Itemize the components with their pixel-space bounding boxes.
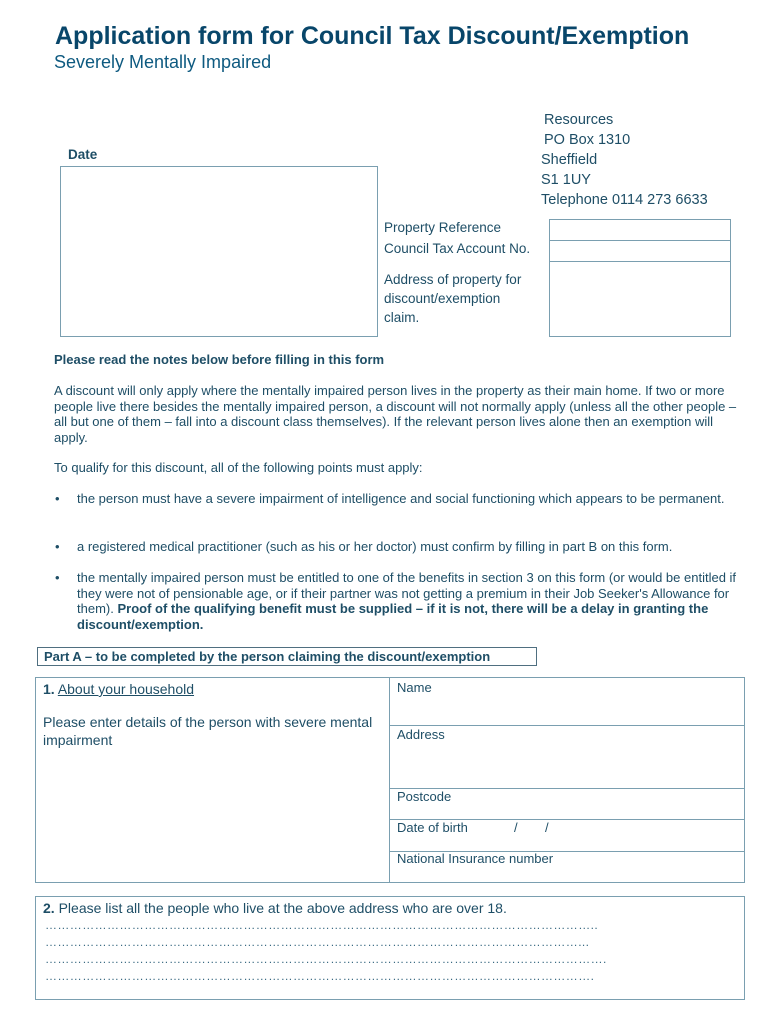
property-reference-field[interactable] bbox=[549, 219, 731, 241]
office-telephone: Telephone 0114 273 6633 bbox=[541, 192, 708, 208]
bullet-icon: • bbox=[55, 539, 60, 554]
office-postcode: S1 1UY bbox=[541, 172, 591, 188]
date-stamp-box[interactable] bbox=[60, 166, 378, 337]
date-of-birth-separator: / bbox=[545, 820, 549, 835]
section-1-title: About your household bbox=[57, 681, 195, 697]
bullet-icon: • bbox=[55, 570, 60, 585]
office-name: Resources bbox=[544, 112, 614, 128]
national-insurance-label: National Insurance number bbox=[397, 851, 554, 866]
section-1-number: 1. bbox=[43, 681, 55, 697]
property-address-label-line1: Address of property for bbox=[384, 272, 522, 287]
bullet-medical-practitioner: a registered medical practitioner (such as his or her doctor) must confirm by filling in part B on this form. bbox=[77, 539, 673, 554]
bullet-benefits bbox=[77, 570, 745, 632]
adult-entry-line[interactable]: …………………………………………………………………………………………………………………….. bbox=[45, 918, 599, 932]
office-po-box: PO Box 1310 bbox=[544, 132, 631, 148]
office-city: Sheffield bbox=[541, 152, 598, 168]
national-insurance-field[interactable] bbox=[390, 852, 744, 882]
section-2-heading bbox=[43, 900, 507, 916]
adult-entry-line[interactable]: ……………………………………………………………………………………………………………………. bbox=[45, 969, 595, 983]
date-label: Date bbox=[68, 147, 98, 162]
postcode-field[interactable] bbox=[390, 789, 744, 818]
notes-paragraph-qualify: To qualify for this discount, all of the following points must apply: bbox=[54, 460, 423, 475]
form-subtitle: Severely Mentally Impaired bbox=[54, 52, 272, 72]
address-field[interactable] bbox=[390, 726, 744, 787]
bullet-icon: • bbox=[55, 491, 60, 506]
council-tax-account-field[interactable] bbox=[549, 240, 731, 262]
postcode-label: Postcode bbox=[397, 789, 452, 804]
section-2-title: Please list all the people who live at the above address who are over 18. bbox=[58, 900, 507, 916]
form-title: Application form for Council Tax Discount/Exemption bbox=[55, 22, 690, 50]
date-of-birth-field[interactable] bbox=[480, 820, 744, 850]
section-1-heading bbox=[43, 681, 194, 697]
notes-paragraph-main-home: A discount will only apply where the mentally impaired person lives in the property as their main home. If two or more people live there besides the mentally impaired person, a discount will not normally apply (unless all the other people – all but one of them – fall into a discount class themselves). If the relevant person lives alone then an exemption will apply. bbox=[54, 383, 737, 445]
date-of-birth-label: Date of birth bbox=[397, 820, 468, 835]
date-of-birth-separator: / bbox=[514, 820, 518, 835]
part-a-heading-box bbox=[37, 647, 537, 666]
name-field[interactable] bbox=[390, 678, 744, 724]
bullet-impairment: the person must have a severe impairment of intelligence and social functioning which appears to be permanent. bbox=[77, 491, 725, 506]
address-label: Address bbox=[397, 727, 445, 742]
notes-heading: Please read the notes below before filling in this form bbox=[54, 352, 385, 367]
bullet-benefits-text: the mentally impaired person must be entitled to one of the benefits in section 3 on this form (or would be entitled if they were not of pensionable age, or if their partner was not getting a premium in their Job Seeker's Allowance for them). bbox=[77, 570, 737, 616]
property-address-label-line3: claim. bbox=[384, 310, 420, 325]
part-a-heading: Part A – to be completed by the person claiming the discount/exemption bbox=[44, 649, 491, 664]
adult-entry-line[interactable]: …………………………………………………………………………………………………………………... bbox=[45, 935, 590, 949]
council-tax-account-label: Council Tax Account No. bbox=[384, 241, 531, 256]
section-1-instructions: Please enter details of the person with severe mental impairment bbox=[43, 714, 373, 748]
property-address-field[interactable] bbox=[549, 261, 731, 337]
name-label: Name bbox=[397, 680, 432, 695]
property-reference-label: Property Reference bbox=[384, 220, 502, 235]
property-address-label-line2: discount/exemption bbox=[384, 291, 501, 306]
bullet-benefits-proof-warning: Proof of the qualifying benefit must be supplied – if it is not, there will be a delay in granting the discount/exemption. bbox=[77, 601, 709, 632]
adult-entry-line[interactable]: ………………………………………………………………………………………………………………………. bbox=[45, 952, 607, 966]
section-2-number: 2. bbox=[43, 900, 55, 916]
